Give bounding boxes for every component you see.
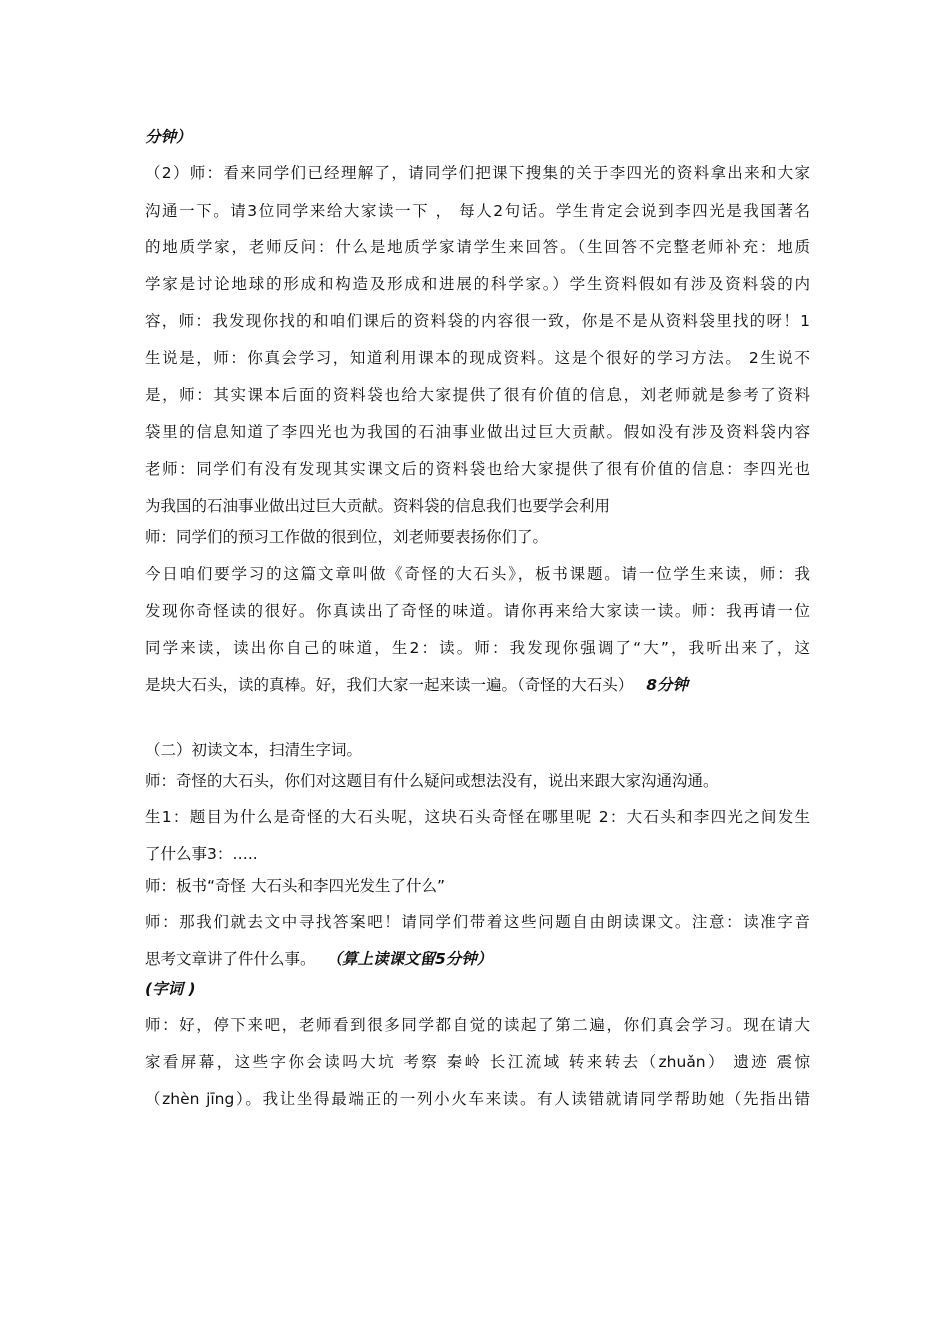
para1-line-3: 的地质学家，老师反问：什么是地质学家请学生来回答。（生回答不完整老师补充：地质: [145, 238, 810, 256]
para2-last-text: 是块大石头，读的真棒。好，我们大家一起来读一遍。（奇怪的大石头）: [145, 676, 634, 694]
section2-question: 师：奇怪的大石头，你们对这题目有什么疑问或想法没有，说出来跟大家沟通沟通。: [145, 772, 719, 790]
praise-line: 师：同学们的预习工作做的很到位，刘老师要表扬你们了。: [145, 528, 549, 546]
read-line-2: [145, 948, 810, 970]
section2-title: （二）初读文本，扫清生字词。: [145, 741, 363, 759]
words-heading: (字词 ): [145, 980, 196, 998]
para2-line-4: [145, 674, 810, 696]
read-line-2-text: 思考文章讲了件什么事。: [145, 950, 316, 968]
board-line: 师：板书“奇怪 大石头和李四光发生了什么”: [145, 877, 445, 895]
para3-line-2: 家看屏幕，这些字你会读吗大坑 考察 秦岭 长江流域 转来转去（zhuǎn） 遗迹 震惊: [145, 1053, 810, 1071]
para3-line-3: （zhèn jīng）。我让坐得最端正的一列小火车来读。有人读错就请同学帮助她（先指出错: [145, 1090, 810, 1108]
para1-line-1: （2）师：看来同学们已经理解了，请同学们把课下搜集的关于李四光的资料拿出来和大家: [145, 164, 810, 182]
para1-line-5: 容，师：我发现你找的和咱们课后的资料袋的内容很一致，你是不是从资料袋里找的呀！1: [145, 312, 810, 330]
para1-line-8: 袋里的信息知道了李四光也为我国的石油事业做出过巨大贡献。假如没有涉及资料袋内容: [145, 423, 810, 441]
para2-line-2: 发现你奇怪读的很好。你真读出了奇怪的味道。请你再来给大家读一读。师：我再请一位: [145, 602, 810, 620]
para1-line-10: 为我国的石油事业做出过巨大贡献。资料袋的信息我们也要学会利用: [145, 497, 611, 515]
para1-line-2: 沟通一下。请3位同学来给大家读一下 ， 每人2句话。学生肯定会说到李四光是我国著名: [145, 202, 810, 220]
read-line-1: 师：那我们就去文中寻找答案吧！请同学们带着这些问题自由朗读课文。注意：读准字音: [145, 913, 810, 931]
section2-answer-line-1: 生1：题目为什么是奇怪的大石头呢，这块石头奇怪在哪里呢 2：大石头和李四光之间发生: [145, 808, 810, 826]
para2-line-3: 同学来读，读出你自己的味道，生2：读。师：我发现你强调了“大”，我听出来了，这: [145, 639, 810, 657]
para1-line-9: 老师：同学们有没有发现其实课文后的资料袋也给大家提供了很有价值的信息：李四光也: [145, 460, 810, 478]
para1-line-4: 学家是讨论地球的形成和构造及形成和进展的科学家。）学生资料假如有涉及资料袋的内: [145, 275, 810, 293]
section2-answer-line-2: 了什么事3：…..: [145, 845, 258, 863]
read-time-note: （算上读课文留5分钟）: [326, 950, 493, 968]
top-fragment: 分钟）: [145, 128, 192, 146]
para1-line-6: 生说是，师：你真会学习，知道利用课本的现成资料。这是个很好的学习方法。 2生说不: [145, 349, 810, 367]
para2-line-1: 今日咱们要学习的这篇文章叫做《奇怪的大石头》，板书课题。请一位学生来读，师：我: [145, 565, 810, 583]
para1-line-7: 是，师：其实课本后面的资料袋也给大家提供了很有价值的信息，刘老师就是参考了资料: [145, 386, 810, 404]
para3-line-1: 师：好，停下来吧，老师看到很多同学都自觉的读起了第二遍，你们真会学习。现在请大: [145, 1016, 810, 1034]
para2-time-note: 8分钟: [646, 676, 688, 694]
